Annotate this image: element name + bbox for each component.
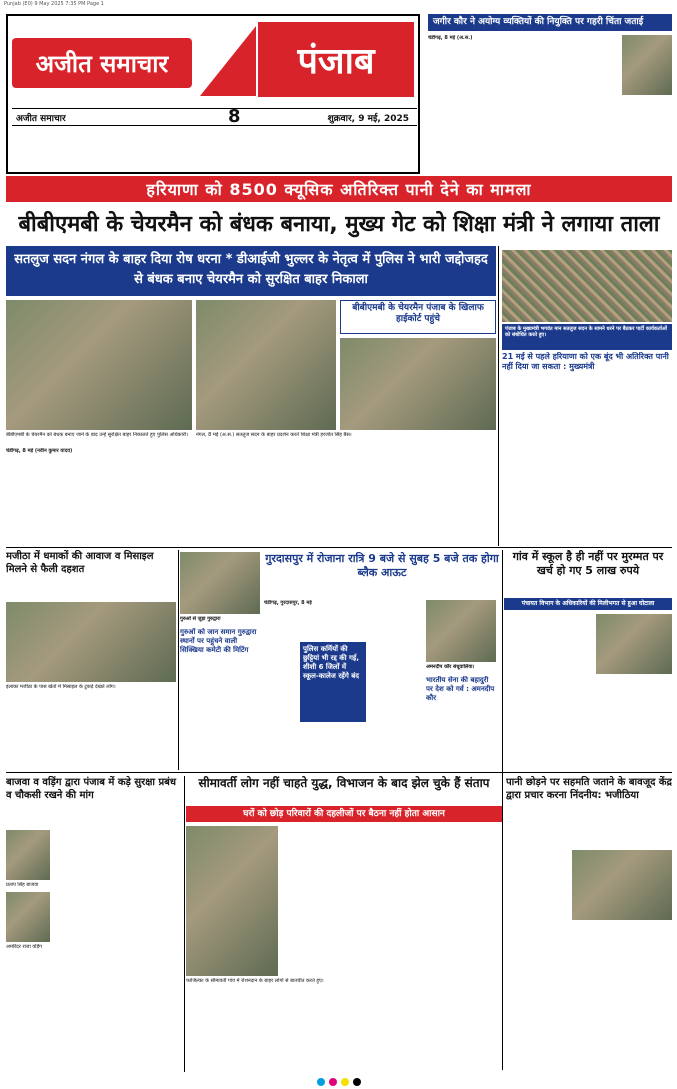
border-photo xyxy=(186,826,278,976)
main-headline: बीबीएमबी के चेयरमैन को बंधक बनाया, मुख्य गेट को शिक्षा मंत्री ने लगाया ताला xyxy=(6,202,672,244)
right-photo-caption: पंजाब के मुख्यमंत्री भगवंत मान सतलुज सदन के सामने धरने पर बैठकर पार्टी कार्यकर्ताओं को संबोधित करते हुए। xyxy=(502,324,672,350)
bajwa-body xyxy=(54,830,182,1070)
water-title: पानी छोड़ने पर सहमति जताने के बावजूद केंद्र द्वारा प्रचार करना निंदनीय: भजीठिया xyxy=(506,777,672,801)
majitha-title: मजीठा में धमाकों की आवाज व मिसाइल मिलने से फैली दहशत xyxy=(6,551,154,575)
photo-caption-2: नंगल, 8 मई (अ.स.) सतलुज सदन के बाहर प्रदर्शन करते शिक्षा मंत्री हरजोत सिंह बैंस। xyxy=(196,432,352,438)
kicker-banner: हरियाणा को 8500 क्यूसिक अतिरिक्त पानी देने का मामला xyxy=(6,176,672,202)
army-title: भारतीय सेना की बहादुरी पर देश को गर्व : अमनदीप कौर xyxy=(426,676,495,702)
missile-photo xyxy=(6,602,176,682)
committee-portrait xyxy=(180,552,260,614)
lead-story-title: जगीर कौर ने अयोग्य व्यक्तियों की नियुक्ति पर गहरी चिंता जताई xyxy=(428,14,672,31)
school-subtitle: पंचायत विभाग के अधिकारियों की मिलीभगत से हुआ घोटाला xyxy=(504,598,672,610)
lead-story-body xyxy=(428,35,618,174)
page-number: 8 xyxy=(228,106,241,127)
logo-left: अजीत समाचार xyxy=(12,38,192,88)
blackout-dateline: चंडीगढ़, गुरदासपुर, 8 मई xyxy=(264,600,312,606)
bajwa-portrait xyxy=(6,830,50,880)
amandeep-caption: अमनदीप कौर संधूवालिया। xyxy=(426,664,475,670)
majitha-body xyxy=(6,698,176,768)
hostage-photo-1 xyxy=(6,300,192,430)
masthead-paper-name: अजीत समाचार xyxy=(16,113,66,124)
column-rule xyxy=(184,776,185,1072)
warring-name: अमरिंदर राजा वड़िंग xyxy=(6,944,42,950)
lead-story xyxy=(428,14,672,174)
majitha-caption: इलाका मजीठा के पास खेतों में मिसाइल के टुकड़े देखते लोग। xyxy=(6,684,116,690)
bajwa-name: प्रताप सिंह बाजवा xyxy=(6,882,39,888)
school-photo xyxy=(596,614,672,674)
masthead-info-bar xyxy=(12,108,417,126)
committee-caption: गुरुओं से जुड़ा गुरुद्वारा xyxy=(180,616,221,622)
black-mark-icon xyxy=(353,1078,361,1086)
bbmb-box-title: बीबीएमबी के चेयरमैन पंजाब के खिलाफ हाईकोर्ट पहुंचे xyxy=(340,300,496,334)
lead-portrait-photo xyxy=(622,35,672,95)
amandeep-portrait xyxy=(426,600,496,662)
committee-title: गुरुओं को जान समान गुरुद्वारा स्थानों पर पहुंचने वाली सिक्खिया कमेटी की मिटिंग xyxy=(180,628,257,654)
border-title: सीमावर्ती लोग नहीं चाहते युद्ध, विभाजन के बाद झेल चुके हैं संताप xyxy=(198,776,490,790)
bajwa-title: बाजवा व वड़िंग द्वारा पंजाब में कड़े सुरक्षा प्रबंध व चौकसी रखने की मांग xyxy=(6,777,177,801)
column-rule xyxy=(502,550,503,1070)
blackout-inset: पुलिस कर्मियों की छुट्टियां भी रद्द की गई, शीशी 6 जिलों में स्कूल-कालेज रहेंगे बंद xyxy=(300,642,366,722)
warring-portrait xyxy=(6,892,50,942)
hostage-photo-2 xyxy=(196,300,336,430)
lead-dateline: चंडीगढ़, 8 मई (अ.स.) xyxy=(428,35,473,41)
school-title: गांव में स्कूल है ही नहीं पर मुरम्मत पर खर्च हो गए 5 लाख रुपये xyxy=(512,550,664,577)
bbmb-dateline: चंडीगढ़, 8 मई (नवीन कुमार यादव) xyxy=(6,448,73,454)
water-body xyxy=(506,824,568,1070)
sub-headline: सतलुज सदन नंगल के बाहर दिया रोष धरना * डीआईजी भुल्लर के नेतृत्व में पुलिस ने भारी जद्दोजहद से बंधक बनाए चेयरमैन को सुरक्षित बाहर निकाला xyxy=(6,246,496,296)
school-body xyxy=(504,614,592,774)
yellow-mark-icon xyxy=(341,1078,349,1086)
border-caption: फाजिल्का के सीमावर्ती गांव में रोशनदान के बाहर लोगों से बातचीत करते हुए। xyxy=(186,978,324,984)
blackout-title: गुरदासपुर में रोजाना रात्रि 9 बजे से सुबह 5 बजे तक होगा ब्लैक आऊट xyxy=(265,552,499,579)
hostage-photo-3 xyxy=(340,338,496,430)
cyan-mark-icon xyxy=(317,1078,325,1086)
logo-right: पंजाब xyxy=(258,22,414,97)
photo-caption-1: बीबीएमबी के चेयरमैन को बंधक बनाए जाने के बाद उन्हें सुरक्षित बाहर निकालते हुए पुलिस अधिकारी। xyxy=(6,432,189,438)
border-subtitle: घरों को छोड़ परिवारों की दहलीजों पर बैठना नहीं होता आसान xyxy=(186,806,502,822)
right-story-title: 21 मई से पहले हरियाणा को एक बूंद भी अतिरिक्त पानी नहीं दिया जा सकता : मुख्यमंत्री xyxy=(502,352,669,371)
right-story-body xyxy=(502,376,672,546)
border-body xyxy=(282,826,502,1070)
issue-date: शुक्रवार, 9 मई, 2025 xyxy=(327,113,409,124)
main-story-body xyxy=(6,448,496,544)
crowd-photo xyxy=(502,250,672,322)
print-registration-marks xyxy=(0,1075,677,1089)
water-portrait xyxy=(572,850,672,920)
column-rule xyxy=(498,246,499,546)
divider xyxy=(6,772,672,773)
magenta-mark-icon xyxy=(329,1078,337,1086)
logo-emblem xyxy=(200,26,256,96)
column-rule xyxy=(178,550,179,770)
print-header-strip: Punjab (E0) 9 May 2025 7:35 PM Page 1 xyxy=(4,1,104,7)
divider xyxy=(6,547,672,548)
